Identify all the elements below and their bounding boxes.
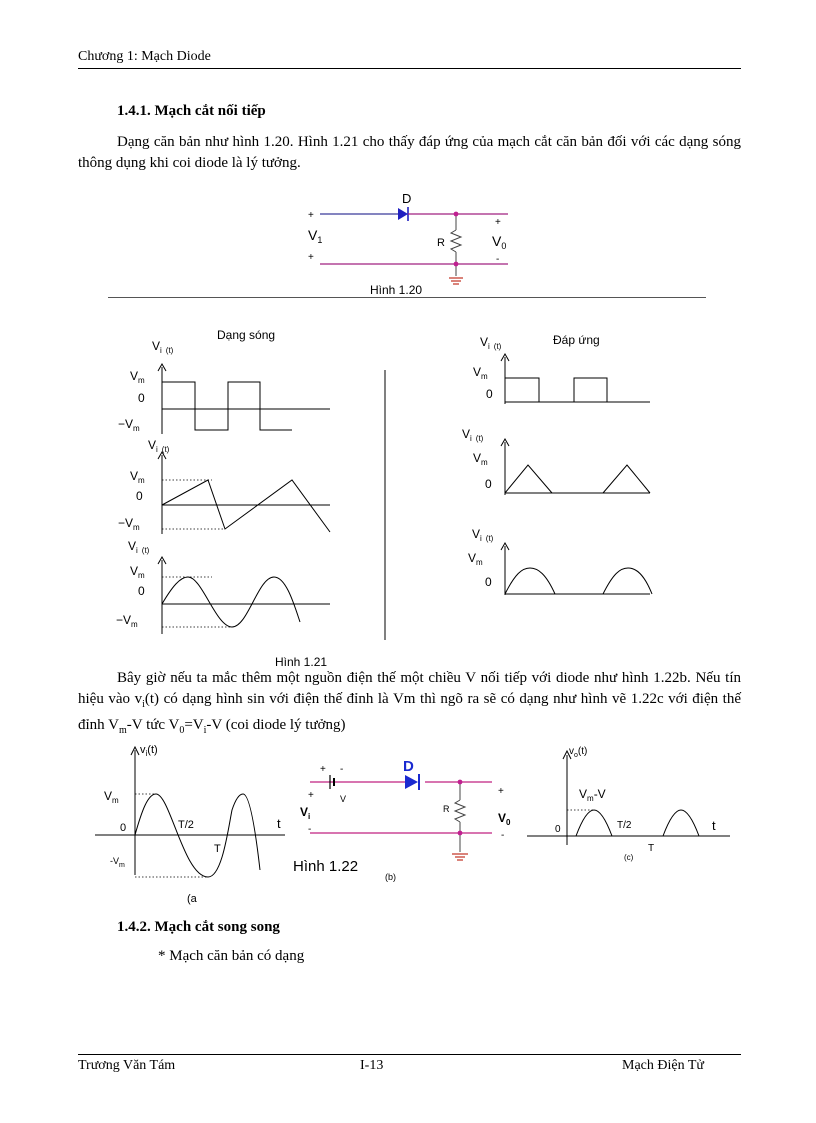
vi-label-1: $V_i$ (t) <box>152 339 174 355</box>
vm-label-1: $V_m$ <box>130 369 145 385</box>
resistor-icon <box>451 230 461 252</box>
left-title: Dạng sóng <box>217 328 276 342</box>
chapter-header: Chương 1: Mạch Diode <box>78 49 211 64</box>
b-vout-label: $V_0$ <box>498 811 511 827</box>
diode-icon <box>398 208 408 220</box>
vin-minus: + <box>308 252 314 263</box>
vout-plus: + <box>495 217 501 228</box>
vin-plus: + <box>308 210 314 221</box>
zero-label-r2: 0 <box>485 477 492 491</box>
b-resistor-label: R <box>443 804 450 814</box>
vm-label-3: $V_m$ <box>130 564 145 580</box>
zero-label-2: 0 <box>136 489 143 503</box>
section-1-4-2-line: * Mạch căn bản có dạng <box>158 948 305 964</box>
a-t-half: T/2 <box>178 819 194 831</box>
a-vm: $V_m$ <box>104 789 119 805</box>
zero-label-r3: 0 <box>485 575 492 589</box>
c-t: T <box>648 843 655 854</box>
vm-label-r2: $V_m$ <box>473 451 488 467</box>
b-caption: (b) <box>385 872 396 882</box>
figure-1-20-circuit <box>300 190 520 300</box>
footer-page-number: I-13 <box>360 1058 384 1073</box>
vi-label-r3: $V_i$ (t) <box>472 527 494 543</box>
b-vout-minus: - <box>501 830 505 841</box>
c-ylabel: $v_o(t)$ <box>569 746 588 759</box>
c-t-half: T/2 <box>617 820 632 831</box>
zero-label-3: 0 <box>138 584 145 598</box>
intro-paragraph: Dạng căn bản như hình 1.20. Hình 1.21 cho thấy đáp ứng của mạch cắt căn bản đối với các dạng sóng thông dụng khi coi diode là lý tưởng. <box>78 134 741 171</box>
b-vout-plus: + <box>498 786 504 797</box>
a-neg-vm: $-V_m$ <box>110 856 125 869</box>
figure-1-20-caption: Hình 1.20 <box>370 283 423 297</box>
vout-label: $V_0$ <box>492 233 507 251</box>
a-t: T <box>214 843 221 855</box>
b-vin-plus: + <box>308 790 314 801</box>
neg-vm-label-1: $-V_m$ <box>118 417 140 433</box>
figure-1-21-waveforms <box>100 322 660 670</box>
vout-minus: - <box>496 254 500 265</box>
neg-vm-label-2: $-V_m$ <box>118 516 140 532</box>
figure-separator <box>108 297 706 298</box>
c-zero: 0 <box>555 824 561 835</box>
diode-label: D <box>402 191 412 206</box>
c-axis-t: t <box>712 818 716 833</box>
footer-subject: Mạch Điện Tử <box>622 1058 704 1073</box>
a-zero: 0 <box>120 822 127 834</box>
b-resistor-icon <box>455 800 465 822</box>
b-diode-icon <box>405 775 418 789</box>
b-source-minus: - <box>340 764 344 775</box>
b-source-plus: + <box>320 764 326 775</box>
b-vin-label: $V_i$ <box>300 805 311 821</box>
section-title-1-4-1: 1.4.1. Mạch cắt nối tiếp <box>117 103 266 119</box>
zero-label-r1: 0 <box>486 387 493 401</box>
resistor-label: R <box>437 237 445 249</box>
section-title-1-4-2: 1.4.2. Mạch cắt song song <box>117 919 280 935</box>
zero-label-1: 0 <box>138 391 145 405</box>
header-rule <box>78 68 741 69</box>
vi-label-r2: $V_i$ (t) <box>462 427 484 443</box>
b-diode-label: D <box>403 758 414 775</box>
vi-label-2: $V_i$ (t) <box>148 438 170 454</box>
vi-label-r1: $V_i$ (t) <box>480 335 502 351</box>
b-vin-minus: - <box>308 824 312 835</box>
right-title: Đáp ứng <box>553 333 600 347</box>
vm-label-r1: $V_m$ <box>473 365 488 381</box>
c-peak: $V_m-V$ <box>579 787 606 803</box>
footer-author: Trương Văn Tám <box>78 1058 176 1073</box>
clipper-paragraph: Bây giờ nếu ta mắc thêm một nguồn điện thế một chiều V nối tiếp với diode như hình 1.22b. Nếu tín hiệu vào $v_i(t)$ có dạng hình sin với điện thế đỉnh là Vm thì ngõ ra sẽ có dạng như hình vẽ 1.22c với điện thế đỉnh $V_m-V$ tức $V_0=V_i-V$ (coi diode lý tưởng) <box>78 670 742 736</box>
vin-label: $V_1$ <box>308 227 323 245</box>
vi-label-3: $V_i$ (t) <box>128 539 150 555</box>
c-caption: (c) <box>624 853 634 862</box>
b-title: Hình 1.22 <box>293 858 359 875</box>
b-source-label: V <box>340 794 347 804</box>
a-caption: (a <box>187 893 197 905</box>
figure-1-22 <box>90 740 750 910</box>
vm-label-r3: $V_m$ <box>468 551 483 567</box>
a-ylabel: $v_i(t)$ <box>140 744 158 758</box>
vm-label-2: $V_m$ <box>130 469 145 485</box>
figure-1-21-caption: Hình 1.21 <box>275 655 328 669</box>
a-axis-t: t <box>277 816 281 831</box>
neg-vm-label-3: $-V_m$ <box>116 613 138 629</box>
footer-rule <box>78 1054 741 1055</box>
